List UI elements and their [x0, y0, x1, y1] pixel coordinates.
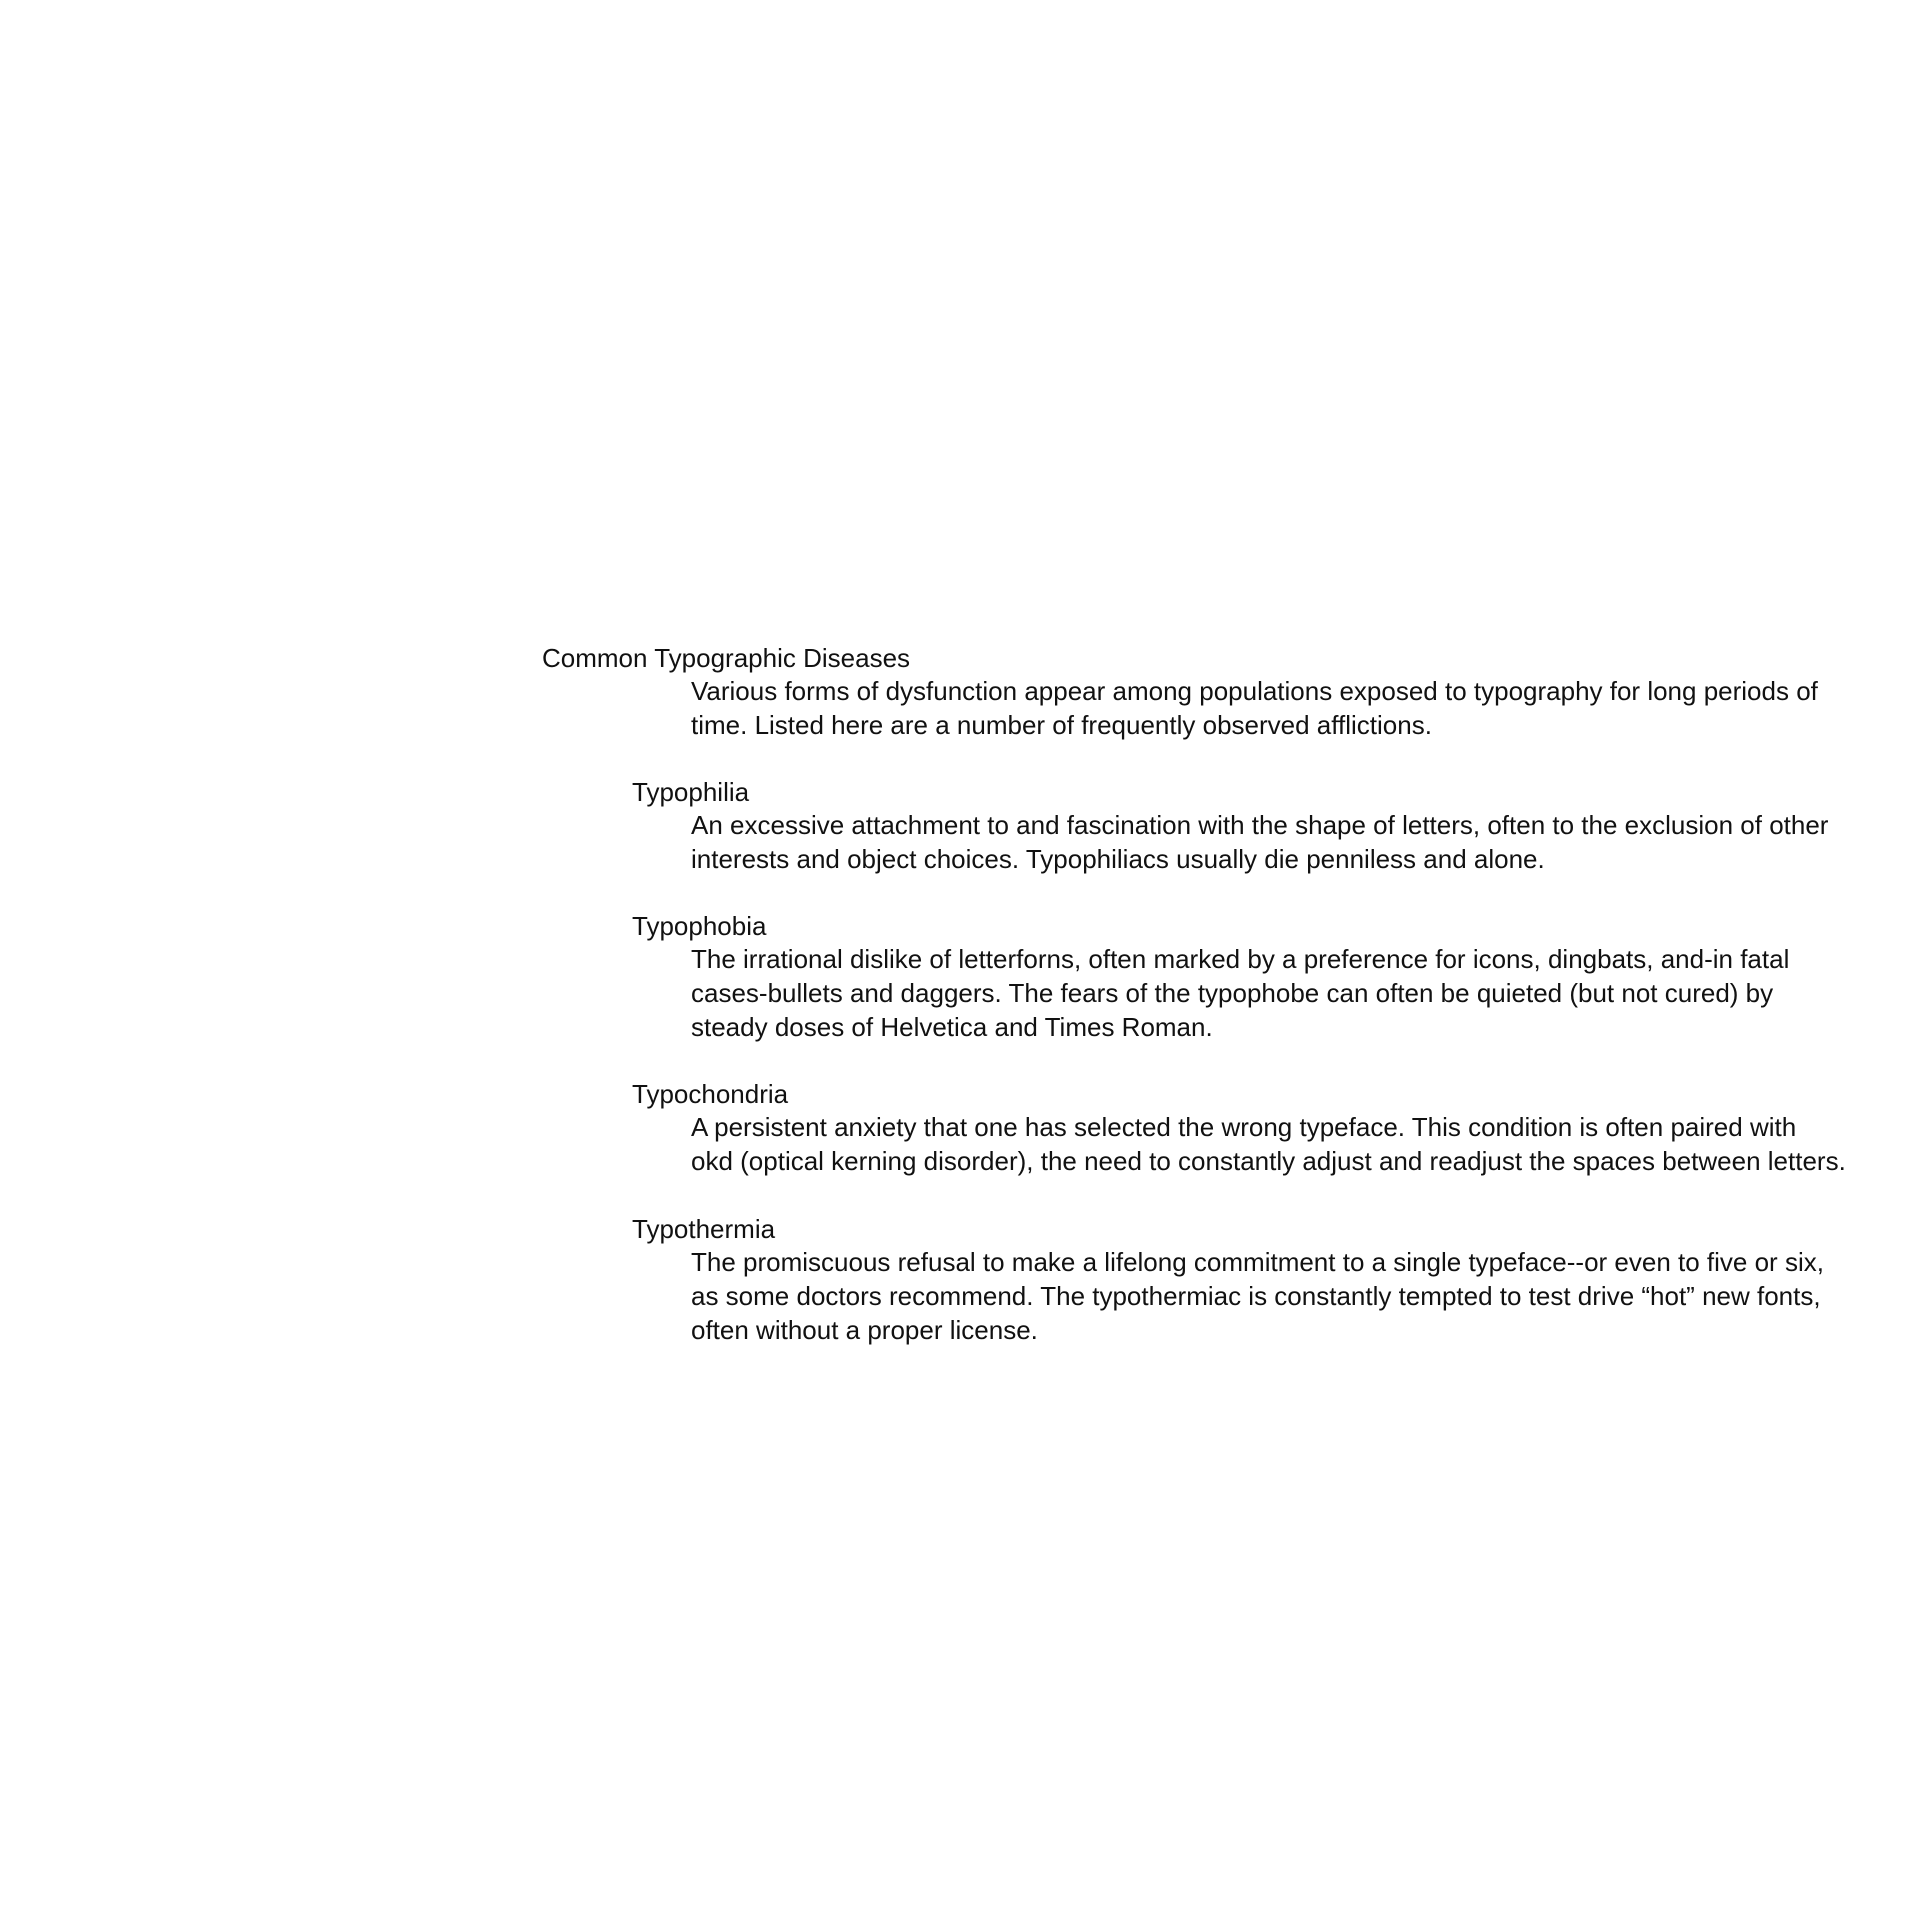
intro-line: time. Listed here are a number of frequently observed afflictions. [691, 710, 1432, 740]
intro-line: Various forms of dysfunction appear among populations exposed to typography for long periods of [691, 676, 1818, 706]
document-title: Common Typographic Diseases [542, 643, 911, 673]
definition-line: okd (optical kerning disorder), the need to constantly adjust and readjust the spaces between letters. [691, 1146, 1846, 1176]
disease-term: Typothermia [632, 1214, 776, 1244]
disease-entry-typophobia [632, 909, 1892, 1044]
definition-line: often without a proper license. [691, 1315, 1038, 1345]
disease-definition [691, 1110, 1892, 1178]
definition-line: The irrational dislike of letterforns, often marked by a preference for icons, dingbats, and-in fatal [691, 944, 1790, 974]
intro-paragraph [691, 674, 1891, 742]
disease-term: Typochondria [632, 1079, 789, 1109]
disease-term: Typophobia [632, 911, 767, 941]
definition-line: An excessive attachment to and fascination with the shape of letters, often to the exclusion of other [691, 810, 1829, 840]
disease-entry-typophilia [632, 775, 1892, 876]
disease-entry-typothermia [632, 1212, 1892, 1347]
disease-definition [691, 942, 1892, 1044]
disease-entry-typochondria [632, 1077, 1892, 1178]
definition-line: A persistent anxiety that one has selected the wrong typeface. This condition is often paired with [691, 1112, 1797, 1142]
definition-line: cases-bullets and daggers. The fears of the typophobe can often be quieted (but not cured) by [691, 978, 1774, 1008]
disease-definition [691, 1245, 1892, 1347]
definition-line: as some doctors recommend. The typothermiac is constantly tempted to test drive “hot” new fonts, [691, 1281, 1821, 1311]
definition-line: steady doses of Helvetica and Times Roman. [691, 1012, 1213, 1042]
definition-line: The promiscuous refusal to make a lifelong commitment to a single typeface--or even to five or six, [691, 1247, 1824, 1277]
disease-definition [691, 808, 1892, 876]
definition-line: interests and object choices. Typophiliacs usually die penniless and alone. [691, 844, 1545, 874]
disease-term: Typophilia [632, 777, 750, 807]
